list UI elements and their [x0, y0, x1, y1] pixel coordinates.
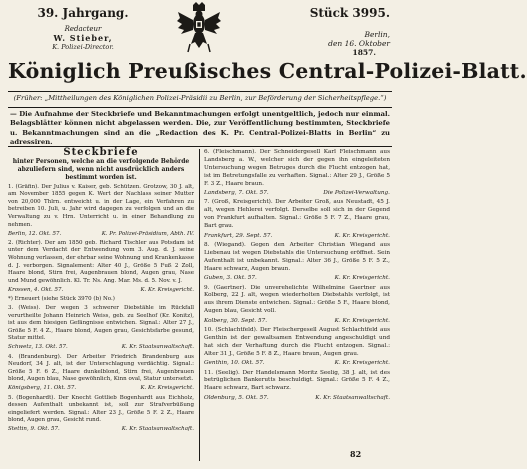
entry-authority: K. Pr. Polizei-Präsidium, Abth. IV. — [101, 230, 194, 237]
notice-entry: 5. (Bogenhardt). Der Knecht Gottlieb Bogenhardt aus Eichholz, dessen Aufenthalt unbekannt ist, soll zur Strafverbüßung eingeliefert werden. Signal.: Alter 23 J., Größe 5 F. 2 Z., Haare blond, Augen grau, Gesicht rund. — [8, 394, 194, 424]
entry-place-date: Kolberg, 30. Sept. 57. — [204, 317, 268, 324]
notice-entry: 9. (Gaertner). Die unverehelichte Wilhelmine Gaertner aus Kolberg, 22 J. alt, wegen wiederholten Diebstahls verfolgt, ist aus ihrem Dienste entwichen. Signal.: Größe 5 F., Haare blond, Augen blau, Gesicht voll. — [204, 284, 390, 315]
entry-place-date: Schwetz, 13. Okt. 57. — [8, 344, 68, 351]
entry-signature — [8, 231, 194, 239]
prussian-eagle-icon — [176, 4, 222, 58]
entry-signature — [8, 426, 194, 434]
entry-authority: K. Kr. Kreisgericht. — [140, 385, 194, 392]
entry-signature — [204, 275, 390, 283]
entry-authority: K. Kr. Kreisgericht. — [334, 317, 390, 324]
entry-authority: K. Kr. Staatsanwaltschaft. — [315, 394, 390, 401]
newspaper-title: Königlich Preußisches Central-Polizei-Blatt. — [8, 59, 527, 83]
editor-title: K. Polizei-Director. — [52, 43, 114, 51]
newspaper-page — [8, 4, 527, 465]
entry-authority: Die Polizei-Verwaltung. — [323, 190, 390, 197]
issue-date: den 16. Oktober — [328, 39, 390, 48]
notice-entry: 6. (Fleischmann). Der Schneidergesell Karl Fleischmann aus Landsberg a. W., welcher sich der gegen ihn eingeleiteten Untersuchung wegen Betruges durch die Flucht entzogen hat, ist im Betretungsfalle zu verhaften. Signal.: Alter 29 J., Größe 5 F. 3 Z., Haare braun. — [204, 149, 390, 187]
notice-entry: *) Erneuert (siehe Stück 3970 (b) No.) — [8, 295, 115, 302]
entry-place-date: Guben, 3. Okt. 57. — [204, 275, 257, 282]
notice-entry: 7. (Groß, Kreisgericht). Der Arbeiter Groß, aus Neustadt, 45 J. alt, wegen Hehlerei verfolgt. Derselbe soll sich in der Gegend von Frankfurt aufhalten. Signal.: Größe 5 F. 7 Z., Haare grau, Bart grau. — [204, 199, 390, 230]
notice-entry: 11. (Seelig). Der Handelsmann Moritz Seelig, 38 J. alt, ist des betrüglichen Bankerutts beschuldigt. Signal.: Größe 5 F. 4 Z., Haare schwarz, Bart schwarz. — [204, 369, 390, 392]
entry-place-date: Oldenburg, 5. Okt. 57. — [204, 394, 269, 401]
editor-name: W. Stieber, — [53, 33, 113, 43]
entry-signature — [204, 395, 390, 403]
entry-signature — [8, 385, 194, 393]
notice-entry: 2. (Richter). Der am 1850 geb. Richard Tischler aus Potsdam ist unter dem Verdacht der Entwendung vom 3. Aug. d. J. seine Wohnung verlassen, der ehrbar seine Wohnung und Krankenkasse d. J. verborgen. Signalement: Alter 40 J., Größe 5 Fuß 2 Zoll, Haare blond, Stirn frei, Augenbrauen blond, Augen grau, Nase und Mund gewöhnlich. Kl. Tr. Ns. Ang. Mar. Ms. d. 5. Nov. v. J. — [8, 239, 194, 284]
entry-place-date: Frankfurt, 29. Sept. 57. — [204, 232, 273, 239]
entry-place-date: Genthin, 10. Okt. 57. — [204, 360, 265, 367]
entry-signature — [204, 318, 390, 326]
issue-year: 1857. — [352, 48, 376, 57]
masthead-right — [280, 6, 390, 57]
left-column — [8, 149, 194, 449]
issue-number: Stück 3995. — [309, 6, 390, 20]
notice-entry: 8. (Wiegand). Gegen den Arbeiter Christian Wiegand aus Liebenau ist wegen Diebstahls die Untersuchung eröffnet. Sein Aufenthalt ist unbekannt. Signal.: Alter 36 J., Größe 5 F. 5 Z., Haare schwarz, Augen braun. — [204, 241, 390, 272]
entry-authority: K. Kr. Kreisgericht. — [140, 286, 194, 293]
editor-label: Redacteur — [64, 25, 102, 33]
masthead-left — [28, 6, 138, 51]
notice-entry: 1. (Gräfin). Der Julius v. Kaiser, geb. Schützen. Grotzow, 30 J. alt, am November 1855 gegen K. Wert der Nachlass seiner Mutter von 20,000 Thlrn. entweicht u. in der Lage, ein Verfahren zu betreiben 10. Juli, u. Jahr wird dagegen zu verfolgen und an die Verwaltung zu v. Hrn. Unterricht u. in einer Behandlung zu nehmen. — [8, 183, 194, 228]
entry-signature — [204, 233, 390, 241]
entry-authority: K. Kr. Kreisgericht. — [334, 360, 390, 367]
entry-signature — [8, 344, 194, 352]
entry-authority: K. Kr. Staatsanwaltschaft. — [121, 426, 194, 433]
entry-signature — [204, 360, 390, 368]
page-number: 82 — [350, 449, 362, 459]
entry-authority: K. Kr. Staatsanwaltschaft. — [121, 344, 194, 351]
volume-number: 39. Jahrgang. — [37, 6, 129, 20]
divider — [8, 91, 392, 92]
entry-place-date: Berlin, 12. Okt. 57. — [8, 230, 62, 237]
right-column — [204, 149, 390, 449]
entry-authority: K. Kr. Kreisgericht. — [334, 275, 390, 282]
section-title: Steckbriefe — [63, 147, 139, 158]
entry-authority: K. Kr. Kreisgericht. — [334, 232, 390, 239]
notice-entry: 10. (Schlachtfeld). Der Fleischergesell August Schlachtfeld aus Genthin ist der gewaltsamen Entwendung angeschuldigt und hat sich der Verhaftung durch die Flucht entzogen. Signal.: Alter 31 J., Größe 5 F. 8 Z., Haare braun, Augen grau. — [204, 327, 390, 357]
divider — [8, 107, 392, 108]
entry-place-date: Königsberg, 11. Okt. 57. — [8, 385, 77, 392]
entry-place-date: Landsberg, 7. Okt. 57. — [204, 190, 269, 197]
entry-signature — [8, 287, 194, 295]
section-intro: hinter Personen, welche an die verfolgende Behörde abzuliefern sind, wenn nicht ausdrücklich anders bestimmt worden ist. — [12, 157, 190, 181]
entry-place-date: Krossen, 4. Okt. 57. — [8, 286, 64, 293]
notice-entry: 3. (Weiss). Der wegen 3 schwerer Diebstähle im Rückfall verurtheilte Johann Heinrich Weiss, geb. zu Seelhof (Kr. Konitz), ist aus dem hiesigen Gefängnisse entwichen. Signal.: Alter 27 J., Größe 5 F. 4 Z., Haare blond, Augen grau, Gesichtsfarbe gesund, Statur mittel. — [8, 305, 194, 342]
issue-place: Berlin, — [364, 30, 390, 39]
former-title: (Früher: „Mittheilungen des Königlichen Polizei-Präsidii zu Berlin, zur Beförderung der Sicherheitspflege.“) — [13, 94, 387, 102]
entry-place-date: Stettin, 9. Okt. 57. — [8, 426, 60, 433]
publication-notice: — Die Aufnahme der Steckbriefe und Bekanntmachungen erfolgt unentgeltlich, jedoch nur einmal. Belagsblätter können nicht abgelassen werden. Die, zur Veröffentlichung bestimmten, Steckbriefe u. Bekanntmachungen sind an die „Redaction des K. Pr. Central-Polizei-Blatts in Berlin“ zu adressiren. — [10, 110, 390, 147]
entry-signature — [204, 190, 390, 198]
column-divider — [199, 149, 200, 461]
notice-entry: 4. (Brandenburg). Der Arbeiter Friedrich Brandenburg aus Neudorf, 34 J. alt, ist der Unterschlagung verdächtig. Signal.: Größe 5 F. 6 Z., Haare dunkelblond, Stirn frei, Augenbrauen blond, Augen blau, Nase gewöhnlich, Kinn oval, Statur untersetzt. — [8, 353, 194, 383]
